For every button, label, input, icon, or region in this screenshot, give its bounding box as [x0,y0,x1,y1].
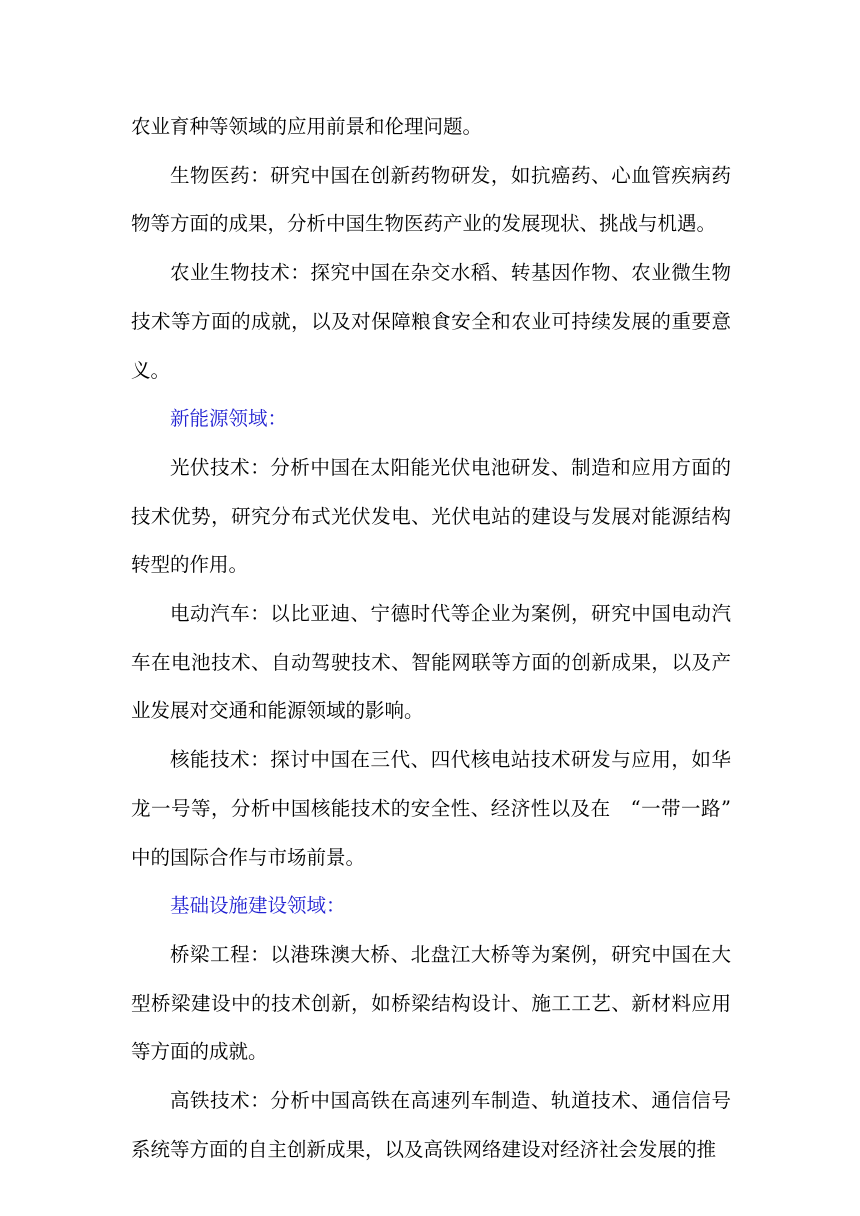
paragraph-electric-vehicles: 电动汽车：以比亚迪、宁德时代等企业为案例，研究中国电动汽车在电池技术、自动驾驶技术、智能网联等方面的创新成果，以及产业发展对交通和能源领域的影响。 [131,602,731,723]
paragraph-continuation: 农业育种等领域的应用前景和伦理问题。 [131,115,483,138]
paragraph-agri-biotech: 农业生物技术：探究中国在杂交水稻、转基因作物、农业微生物技术等方面的成就，以及对保障粮食安全和农业可持续发展的重要意义。 [131,261,731,382]
document-body [131,103,751,1174]
section-heading-infrastructure: 基础设施建设领域： [170,894,346,918]
section-heading-new-energy: 新能源领域： [170,407,288,431]
paragraph-biomedicine: 生物医药：研究中国在创新药物研发，如抗癌药、心血管疾病药物等方面的成果，分析中国生物医药产业的发展现状、挑战与机遇。 [131,163,731,236]
paragraph-photovoltaic: 光伏技术：分析中国在太阳能光伏电池研发、制造和应用方面的技术优势，研究分布式光伏发电、光伏电站的建设与发展对能源结构转型的作用。 [131,455,731,577]
paragraph-bridge-engineering: 桥梁工程：以港珠澳大桥、北盘江大桥等为案例，研究中国在大型桥梁建设中的技术创新，如桥梁结构设计、施工工艺、新材料应用等方面的成就。 [131,942,731,1064]
paragraph-high-speed-rail: 高铁技术：分析中国高铁在高速列车制造、轨道技术、通信信号系统等方面的自主创新成果，以及高铁网络建设对经济社会发展的推 [131,1089,731,1161]
paragraph-nuclear: 核能技术：探讨中国在三代、四代核电站技术研发与应用，如华龙一号等，分析中国核能技术的安全性、经济性以及在 “一带一路” 中的国际合作与市场前景。 [131,748,751,869]
